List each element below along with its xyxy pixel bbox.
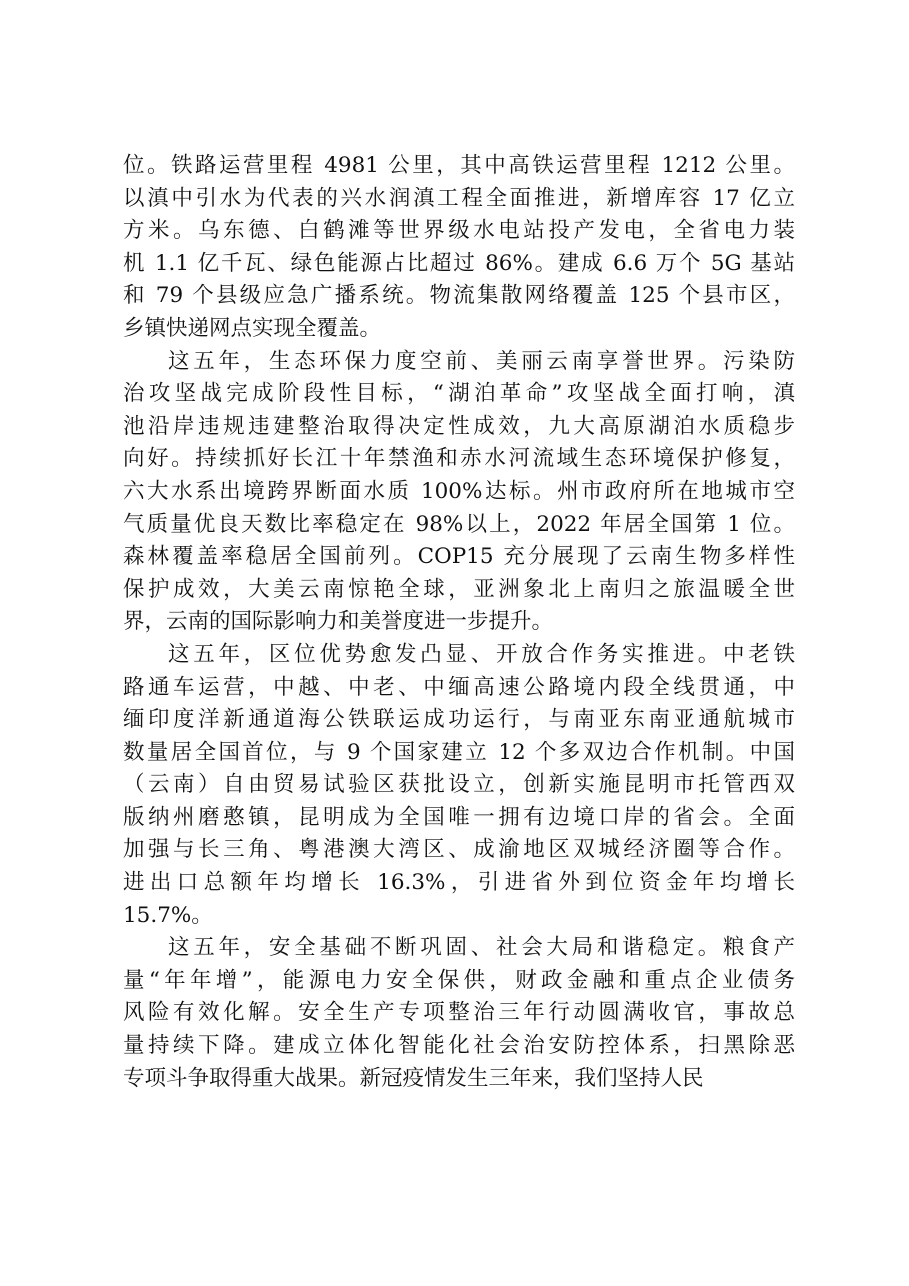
paragraph <box>123 150 795 346</box>
text-line: 机 1.1 亿千瓦、绿色能源占比超过 86%。建成 6.6 万个 5G 基站 <box>123 250 795 276</box>
text-line: 量持续下降。建成立体化智能化社会治安防控体系，扫黑除恶 <box>123 1033 795 1059</box>
text-line: 这五年，区位优势愈发凸显、开放合作务实推进。中老铁 <box>168 641 795 667</box>
text-line: （云南）自由贸易试验区获批设立，创新实施昆明市托管西双 <box>123 772 795 798</box>
text-line: 专项斗争取得重大战果。新冠疫情发生三年来，我们坚持人民 <box>123 1065 704 1091</box>
text-line: 向好。持续抓好长江十年禁渔和赤水河流域生态环境保护修复， <box>123 446 795 472</box>
paragraph <box>123 639 795 932</box>
text-line: 保护成效，大美云南惊艳全球，亚洲象北上南归之旅温暖全世 <box>123 576 795 602</box>
body-text <box>123 150 795 1095</box>
text-line: 池沿岸违规违建整治取得决定性成效，九大高原湖泊水质稳步 <box>123 413 795 439</box>
text-line: 以滇中引水为代表的兴水润滇工程全面推进，新增库容 17 亿立 <box>123 185 795 211</box>
text-line: 这五年，安全基础不断巩固、社会大局和谐稳定。粮食产 <box>168 935 795 961</box>
text-line: 六大水系出境跨界断面水质 100%达标。州市政府所在地城市空 <box>123 478 795 504</box>
text-line: 版纳州磨憨镇，昆明成为全国唯一拥有边境口岸的省会。全面 <box>123 804 795 830</box>
text-line: 治攻坚战完成阶段性目标，“湖泊革命”攻坚战全面打响，滇 <box>123 381 795 407</box>
text-line: 路通车运营，中越、中老、中缅高速公路境内段全线贯通，中 <box>123 674 795 700</box>
text-line: 15.7%。 <box>123 902 213 928</box>
text-line: 森林覆盖率稳居全国前列。COP15 充分展现了云南生物多样性 <box>123 544 795 570</box>
text-line: 风险有效化解。安全生产专项整治三年行动圆满收官，事故总 <box>123 1000 795 1026</box>
text-line: 方米。乌东德、白鹤滩等世界级水电站投产发电，全省电力装 <box>123 218 795 244</box>
paragraph <box>123 346 795 639</box>
text-line: 量“年年增”，能源电力安全保供，财政金融和重点企业债务 <box>123 967 795 993</box>
text-line: 数量居全国首位，与 9 个国家建立 12 个多双边合作机制。中国 <box>123 739 795 765</box>
text-line: 位。铁路运营里程 4981 公里，其中高铁运营里程 1212 公里。 <box>123 153 795 178</box>
text-line: 缅印度洋新通道海公铁联运成功运行，与南亚东南亚通航城市 <box>123 707 795 733</box>
text-line: 乡镇快递网点实现全覆盖。 <box>123 315 382 341</box>
text-line: 和 79 个县级应急广播系统。物流集散网络覆盖 125 个县市区， <box>123 283 795 309</box>
text-line: 进出口总额年均增长 16.3%，引进省外到位资金年均增长 <box>123 870 795 896</box>
text-line: 加强与长三角、粤港澳大湾区、成渝地区双城经济圈等合作。 <box>123 837 795 863</box>
text-line: 这五年，生态环保力度空前、美丽云南享誉世界。污染防 <box>168 348 795 374</box>
text-line: 界，云南的国际影响力和美誉度进一步提升。 <box>123 609 554 635</box>
paragraph <box>123 932 795 1095</box>
text-line: 气质量优良天数比率稳定在 98%以上，2022 年居全国第 1 位。 <box>123 511 795 537</box>
